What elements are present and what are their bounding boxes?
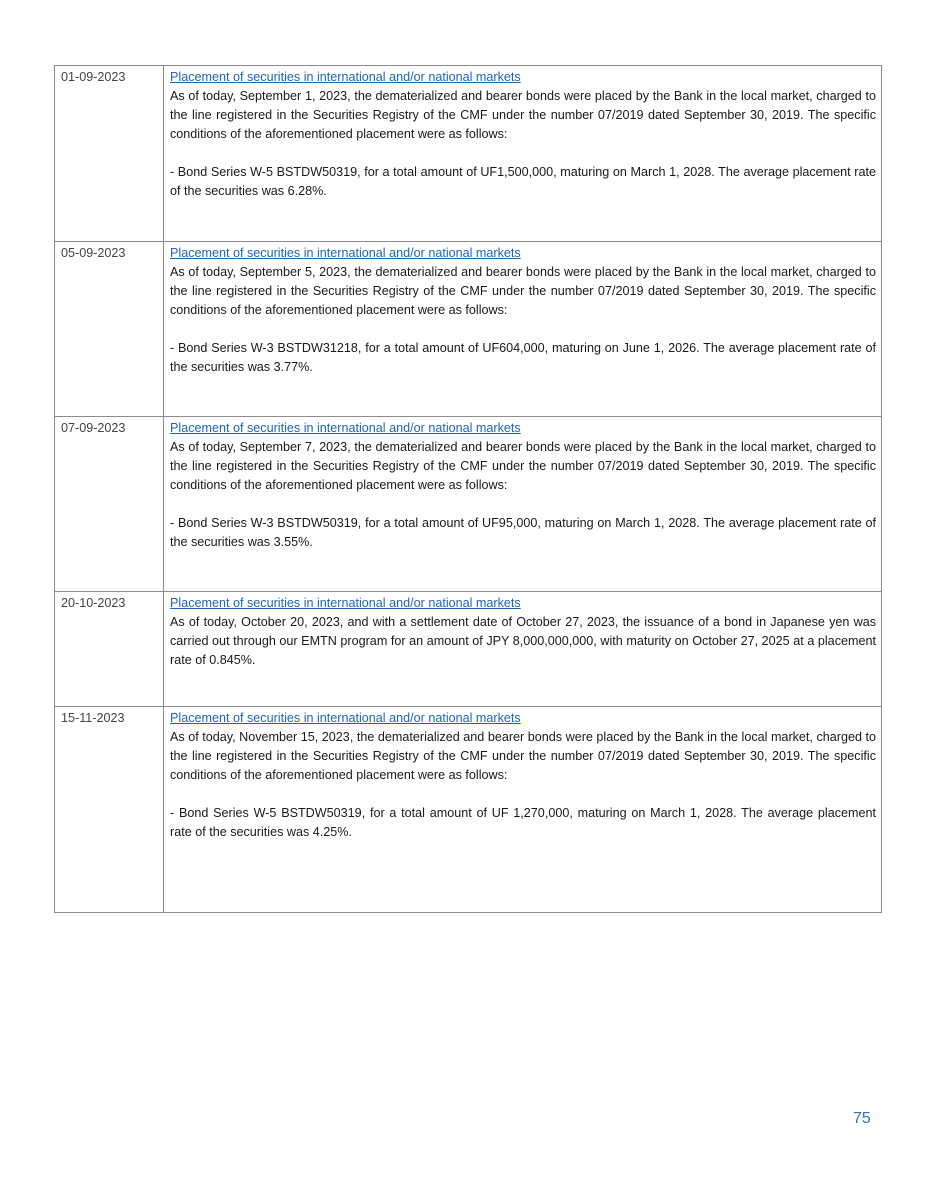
event-paragraph: As of today, October 20, 2023, and with a settlement date of October 27, 2023, the issuance of a bond in Japanese yen was carried out through our EMTN program for an amount of JPY 8,000,000,000, with maturity on October 27, 2025 at a placement rate of 0.845%. (170, 615, 876, 667)
event-paragraph: As of today, September 7, 2023, the dematerialized and bearer bonds were placed by the Bank in the local market, charged to the line registered in the Securities Registry of the CMF under the number 07/2019 dated September 30, 2019. The specific conditions of the aforementioned placement were as follows: (170, 440, 876, 492)
event-link[interactable]: Placement of securities in international and/or national markets (170, 711, 521, 725)
event-paragraph: As of today, November 15, 2023, the dematerialized and bearer bonds were placed by the Bank in the local market, charged to the line registered in the Securities Registry of the CMF under the number 07/2019 dated September 30, 2019. The specific conditions of the aforementioned placement were as follows: (170, 730, 876, 782)
event-description (164, 707, 882, 913)
event-description (164, 66, 882, 242)
event-paragraph: As of today, September 5, 2023, the dematerialized and bearer bonds were placed by the Bank in the local market, charged to the line registered in the Securities Registry of the CMF under the number 07/2019 dated September 30, 2019. The specific conditions of the aforementioned placement were as follows: (170, 265, 876, 317)
event-link[interactable]: Placement of securities in international and/or national markets (170, 596, 521, 610)
events-table (54, 65, 882, 913)
table-row (55, 242, 882, 417)
event-link[interactable]: Placement of securities in international and/or national markets (170, 421, 521, 435)
event-paragraph: - Bond Series W-5 BSTDW50319, for a total amount of UF1,500,000, maturing on March 1, 2028. The average placement rate of the securities was 6.28%. (170, 165, 876, 198)
table-row (55, 707, 882, 913)
event-paragraph: As of today, September 1, 2023, the dematerialized and bearer bonds were placed by the Bank in the local market, charged to the line registered in the Securities Registry of the CMF under the number 07/2019 dated September 30, 2019. The specific conditions of the aforementioned placement were as follows: (170, 89, 876, 141)
event-link[interactable]: Placement of securities in international and/or national markets (170, 246, 521, 260)
table-row (55, 66, 882, 242)
event-paragraph: - Bond Series W-5 BSTDW50319, for a total amount of UF 1,270,000, maturing on March 1, 2028. The average placement rate of the securities was 4.25%. (170, 806, 876, 839)
event-date: 01-09-2023 (55, 66, 164, 242)
event-description (164, 592, 882, 707)
event-link[interactable]: Placement of securities in international and/or national markets (170, 70, 521, 84)
table-row (55, 417, 882, 592)
table-row (55, 592, 882, 707)
event-date: 15-11-2023 (55, 707, 164, 913)
page-number: 75 (853, 1110, 871, 1127)
event-description (164, 242, 882, 417)
event-date: 07-09-2023 (55, 417, 164, 592)
event-date: 20-10-2023 (55, 592, 164, 707)
event-paragraph: - Bond Series W-3 BSTDW31218, for a total amount of UF604,000, maturing on June 1, 2026. The average placement rate of the securities was 3.77%. (170, 341, 876, 374)
event-date: 05-09-2023 (55, 242, 164, 417)
event-description (164, 417, 882, 592)
event-paragraph: - Bond Series W-3 BSTDW50319, for a total amount of UF95,000, maturing on March 1, 2028. The average placement rate of the securities was 3.55%. (170, 516, 876, 549)
